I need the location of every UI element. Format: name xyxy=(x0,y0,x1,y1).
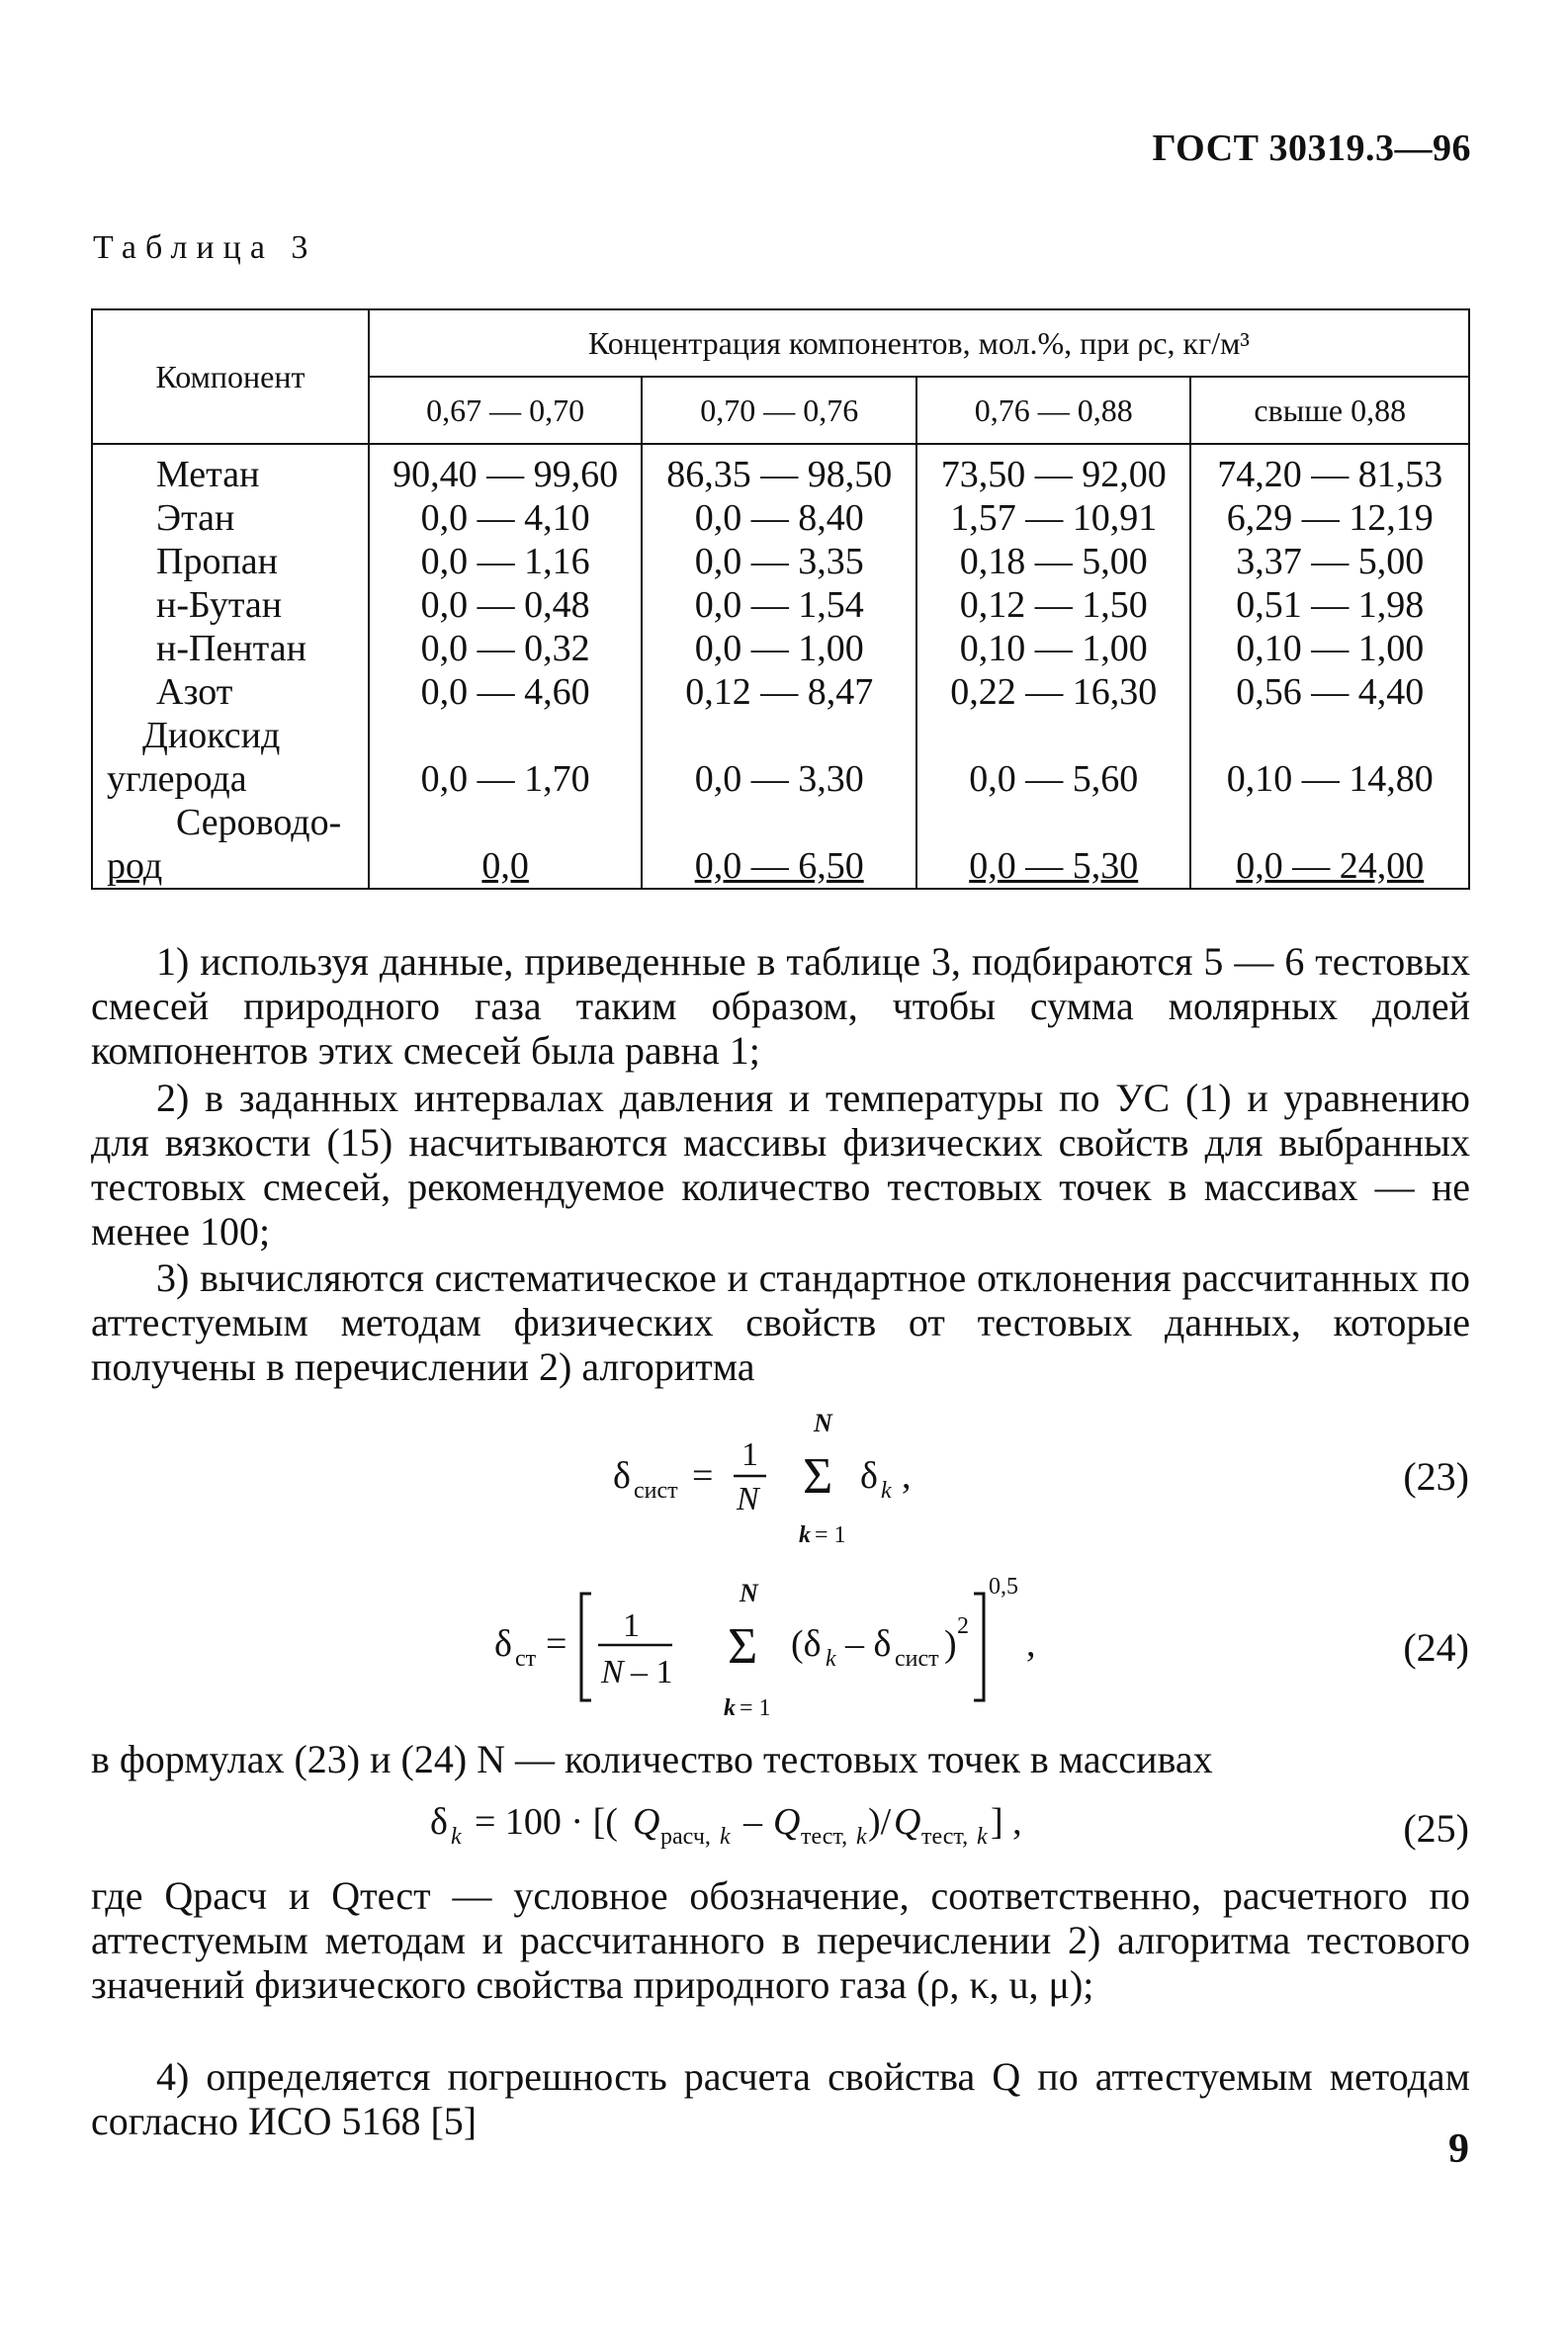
svg-text:k: k xyxy=(799,1522,811,1548)
table-cell: 73,50 — 92,00 xyxy=(916,444,1191,496)
table-row xyxy=(92,583,1469,627)
formula-24 xyxy=(475,1572,1088,1740)
table-cell: 0,0 — 0,48 xyxy=(369,583,643,627)
formula-25 xyxy=(425,1789,1196,1868)
table-cell: 90,40 — 99,60 xyxy=(369,444,643,496)
table-cell: 0,10 — 14,80 xyxy=(1190,714,1469,801)
range-header: свыше 0,88 xyxy=(1190,377,1469,444)
document-header: ГОСТ 30319.3—96 xyxy=(1152,128,1471,169)
svg-text:Q: Q xyxy=(633,1801,660,1843)
range-header: 0,67 — 0,70 xyxy=(369,377,643,444)
table-cell: 0,0 — 1,00 xyxy=(642,627,916,670)
table-cell: 0,0 — 6,50 xyxy=(642,801,916,889)
svg-text:,: , xyxy=(902,1455,912,1497)
component-name-line2: род xyxy=(107,845,163,887)
table-cell: 0,0 — 4,10 xyxy=(369,496,643,540)
paragraph-step-1: 1) используя данные, приведенные в таблице 3, подбираются 5 — 6 тестовых смесей природного газа таким образом, чтобы сумма молярных долей компонентов этих смесей была равна 1; xyxy=(91,939,1470,1073)
table-cell: 86,35 — 98,50 xyxy=(642,444,916,496)
table-cell: 0,0 — 5,30 xyxy=(916,801,1191,889)
svg-text:k: k xyxy=(724,1695,736,1721)
table-cell: 0,10 — 1,00 xyxy=(916,627,1191,670)
svg-text:= 100 · [(: = 100 · [( xyxy=(475,1801,618,1843)
svg-text:Q: Q xyxy=(773,1801,801,1843)
equation-number-23: (23) xyxy=(1403,1454,1469,1499)
table-cell: 0,51 — 1,98 xyxy=(1190,583,1469,627)
equation-number-24: (24) xyxy=(1403,1625,1469,1670)
svg-text:k: k xyxy=(856,1824,867,1850)
range-header: 0,76 — 0,88 xyxy=(916,377,1191,444)
table-row xyxy=(92,540,1469,583)
table-caption: Таблица 3 xyxy=(93,229,317,266)
paragraph-step-3: 3) вычисляются систематическое и стандартное отклонения рассчитанных по аттестуемым методам физических свойств от тестовых данных, которые получены в перечислении 2) алгоритма xyxy=(91,1256,1470,1389)
svg-text:,: , xyxy=(1026,1623,1036,1665)
concentration-header: Концентрация компонентов, мол.%, при ρс, кг/м³ xyxy=(369,309,1469,377)
svg-text:δ: δ xyxy=(613,1455,631,1497)
range-header: 0,70 — 0,76 xyxy=(642,377,916,444)
table-cell: 0,10 — 1,00 xyxy=(1190,627,1469,670)
table-row xyxy=(92,801,1469,889)
table-cell: 0,0 — 3,30 xyxy=(642,714,916,801)
component-name: Метан xyxy=(92,444,369,496)
component-name: Азот xyxy=(92,670,369,714)
table-cell: 0,0 — 5,60 xyxy=(916,714,1191,801)
table-row xyxy=(92,627,1469,670)
page-number: 9 xyxy=(1448,2126,1469,2172)
svg-text:= 1: = 1 xyxy=(740,1695,771,1721)
svg-text:Σ: Σ xyxy=(728,1618,758,1675)
composition-table xyxy=(91,308,1470,890)
svg-text:1: 1 xyxy=(741,1436,758,1473)
svg-text:Q: Q xyxy=(894,1801,921,1843)
table-cell: 0,22 — 16,30 xyxy=(916,670,1191,714)
component-name-line2: углерода xyxy=(107,758,247,800)
table-cell: 0,0 — 1,54 xyxy=(642,583,916,627)
svg-text:– 1: – 1 xyxy=(631,1654,673,1690)
svg-text:k: k xyxy=(977,1824,988,1850)
component-name-line1: Диоксид xyxy=(142,715,281,756)
table-cell: 0,0 — 24,00 xyxy=(1190,801,1469,889)
svg-text:тест,: тест, xyxy=(921,1824,969,1850)
table-cell: 0,0 xyxy=(369,801,643,889)
component-name xyxy=(92,714,369,801)
table-row xyxy=(92,714,1469,801)
svg-text:): ) xyxy=(944,1623,957,1665)
svg-text:1: 1 xyxy=(623,1607,640,1644)
table-cell: 0,56 — 4,40 xyxy=(1190,670,1469,714)
table-cell: 0,0 — 0,32 xyxy=(369,627,643,670)
svg-text:ст: ст xyxy=(515,1646,537,1672)
svg-text:сист: сист xyxy=(895,1646,939,1672)
formula-24-graphic xyxy=(475,1572,1088,1730)
svg-text:] ,: ] , xyxy=(991,1801,1022,1843)
table-cell: 3,37 — 5,00 xyxy=(1190,540,1469,583)
paragraph-step-4: 4) определяется погрешность расчета свойства Q по аттестуемым методам согласно ИСО 5168 [5] xyxy=(91,2054,1470,2143)
svg-text:k: k xyxy=(720,1824,731,1850)
table-cell: 0,0 — 3,35 xyxy=(642,540,916,583)
svg-text:k: k xyxy=(826,1646,836,1672)
formula-23-graphic xyxy=(593,1404,989,1552)
svg-text:=: = xyxy=(546,1623,567,1665)
table-cell: 0,0 — 4,60 xyxy=(369,670,643,714)
component-header: Компонент xyxy=(92,309,369,444)
svg-text:(δ: (δ xyxy=(791,1623,822,1665)
svg-text:N: N xyxy=(601,1654,624,1690)
svg-text:сист: сист xyxy=(634,1478,678,1504)
component-name-line1: Сероводо- xyxy=(176,802,342,843)
svg-text:расч,: расч, xyxy=(660,1824,711,1850)
svg-text:δ: δ xyxy=(494,1623,512,1665)
table-cell: 0,0 — 1,70 xyxy=(369,714,643,801)
equation-number-25: (25) xyxy=(1403,1806,1469,1851)
svg-text:δ: δ xyxy=(860,1455,878,1497)
formula-25-graphic xyxy=(425,1789,1196,1859)
svg-text:N: N xyxy=(737,1481,759,1517)
svg-text:N: N xyxy=(814,1409,832,1437)
svg-text:= 1: = 1 xyxy=(815,1522,846,1548)
table-row xyxy=(92,444,1469,496)
table-cell: 0,0 — 1,16 xyxy=(369,540,643,583)
table-cell: 0,0 — 8,40 xyxy=(642,496,916,540)
paragraph-n-definition: в формулах (23) и (24) N — количество тестовых точек в массивах xyxy=(91,1737,1213,1781)
svg-text:0,5: 0,5 xyxy=(989,1574,1018,1600)
formula-23 xyxy=(593,1404,989,1562)
table-cell: 74,20 — 81,53 xyxy=(1190,444,1469,496)
svg-text:тест,: тест, xyxy=(801,1824,848,1850)
table-cell: 6,29 — 12,19 xyxy=(1190,496,1469,540)
svg-text:)/: )/ xyxy=(868,1801,892,1843)
svg-text:2: 2 xyxy=(957,1613,969,1639)
paragraph-step-2: 2) в заданных интервалах давления и температуры по УС (1) и уравнению для вязкости (15) насчитываются массивы физических свойств для выбранных тестовых смесей, рекомендуемое количество тестовых точек в массивах — не менее 100; xyxy=(91,1076,1470,1254)
component-name: н-Пентан xyxy=(92,627,369,670)
component-name: Пропан xyxy=(92,540,369,583)
component-name: Этан xyxy=(92,496,369,540)
svg-text:δ: δ xyxy=(430,1801,448,1843)
component-name xyxy=(92,801,369,889)
svg-text:k: k xyxy=(451,1824,462,1850)
svg-text:Σ: Σ xyxy=(803,1448,833,1505)
table-row xyxy=(92,496,1469,540)
table-cell: 0,12 — 1,50 xyxy=(916,583,1191,627)
table-row xyxy=(92,670,1469,714)
svg-text:N: N xyxy=(740,1579,758,1607)
component-name: н-Бутан xyxy=(92,583,369,627)
table-cell: 1,57 — 10,91 xyxy=(916,496,1191,540)
svg-text:=: = xyxy=(692,1455,714,1497)
svg-text:–: – xyxy=(743,1801,762,1843)
svg-text:– δ: – δ xyxy=(845,1623,892,1665)
paragraph-q-definition: где Qрасч и Qтест — условное обозначение, соответственно, расчетного по аттестуемым методам и рассчитанного в перечислении 2) алгоритма тестового значений физического свойства природного газа (ρ, κ, u, μ); xyxy=(91,1873,1470,2007)
table-cell: 0,12 — 8,47 xyxy=(642,670,916,714)
svg-text:k: k xyxy=(881,1478,892,1504)
table-cell: 0,18 — 5,00 xyxy=(916,540,1191,583)
